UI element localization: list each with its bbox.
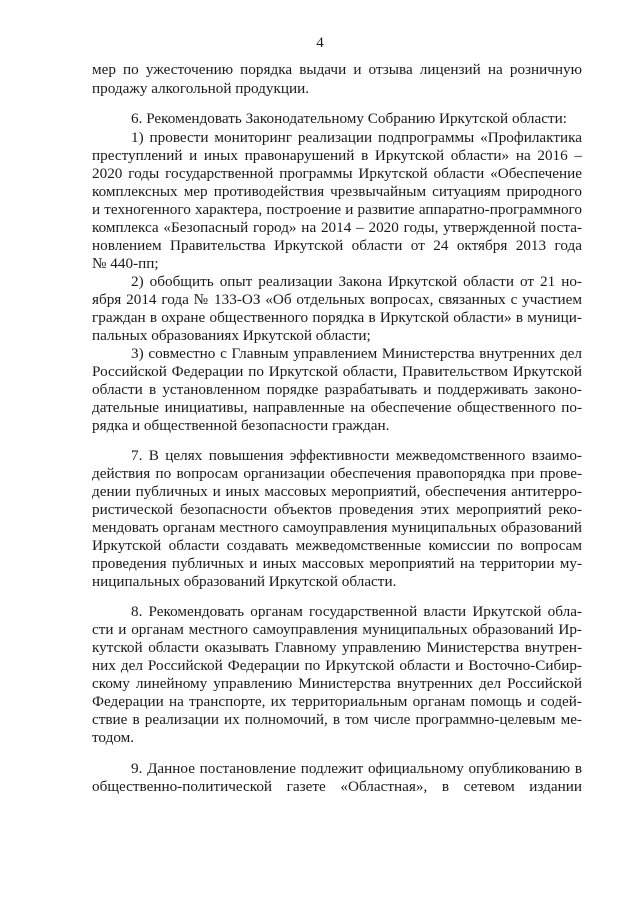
text-line: области в установленном порядке разрабатывать и поддерживать законо- <box>92 381 582 398</box>
text-line: 2) обобщить опыт реализации Закона Иркутской области от 21 но- <box>131 273 582 290</box>
text-line: новлением Правительства Иркутской области от 24 октября 2013 года <box>92 237 582 254</box>
text-line: дательные инициативы, направленные на обеспечение общественного по- <box>92 399 582 416</box>
text-line: пальных образованиях Иркутской области; <box>92 327 371 344</box>
text-line: Федерации на транспорте, их территориальным органам помощь и содей- <box>92 693 582 710</box>
text-line: 8. Рекомендовать органам государственной власти Иркутской обла- <box>131 603 582 620</box>
text-line: действия по вопросам организации обеспечения правопорядка при прове- <box>92 465 582 482</box>
text-line: граждан в охране общественного порядка в Иркутской области» в муници- <box>92 309 582 326</box>
text-line: преступлений и иных правонарушений в Иркутской области» на 2016 – <box>92 147 582 164</box>
text-line: комплексных мер противодействия чрезвычайным ситуациям природного <box>92 183 582 200</box>
text-line: тодом. <box>92 729 135 746</box>
text-line: комплекса «Безопасный город» на 2014 – 2020 годы, утвержденной поста- <box>92 219 582 236</box>
text-line: скому линейному управлению Министерства внутренних дел Российской <box>92 675 582 692</box>
text-line: 9. Данное постановление подлежит официальному опубликованию в <box>131 760 582 777</box>
text-line: 2020 годы государственной программы Иркутской области «Обеспечение <box>92 165 582 182</box>
text-line: проведения публичных и иных массовых мероприятий на территории му- <box>92 555 582 572</box>
text-line: 3) совместно с Главным управлением Министерства внутренних дел <box>131 345 582 362</box>
text-line: 7. В целях повышения эффективности межведомственного взаимо- <box>131 447 582 464</box>
text-line: общественно-политической газете «Областная», в сетевом издании <box>92 778 582 795</box>
text-line: 1) провести мониторинг реализации подпрограммы «Профилактика <box>131 129 582 146</box>
text-line: сти и органам местного самоуправления муниципальных образований Ир- <box>92 621 582 638</box>
text-line: продажу алкогольной продукции. <box>92 80 310 97</box>
text-line: них дел Российской Федерации по Иркутской области и Восточно-Сибир- <box>92 657 582 674</box>
text-line: дении публичных и иных массовых мероприятий, обеспечения антитерро- <box>92 483 582 500</box>
text-line: Российской Федерации по Иркутской области, Правительством Иркутской <box>92 363 582 380</box>
text-line: рядка и общественной безопасности граждан. <box>92 417 390 434</box>
text-line: ября 2014 года № 133-ОЗ «Об отдельных вопросах, связанных с участием <box>92 291 582 308</box>
text-line: мендовать органам местного самоуправления муниципальных образований <box>92 519 582 536</box>
text-line: № 440-пп; <box>92 255 159 272</box>
text-line: ствие в реализации их полномочий, в том числе программно-целевым ме- <box>92 711 582 728</box>
text-line: ристической безопасности объектов проведения этих мероприятий реко- <box>92 501 582 518</box>
text-line: ниципальных образований Иркутской области. <box>92 573 397 590</box>
text-line: Иркутской области создавать межведомственные комиссии по вопросам <box>92 537 582 554</box>
text-line: и техногенного характера, построение и развитие аппаратно-программного <box>92 201 582 218</box>
text-line: кутской области оказывать Главному управлению Министерства внутрен- <box>92 639 582 656</box>
text-line: 6. Рекомендовать Законодательному Собранию Иркутской области: <box>131 110 567 127</box>
page-number: 4 <box>316 35 324 51</box>
text-line: мер по ужесточению порядка выдачи и отзыва лицензий на розничную <box>92 61 582 78</box>
